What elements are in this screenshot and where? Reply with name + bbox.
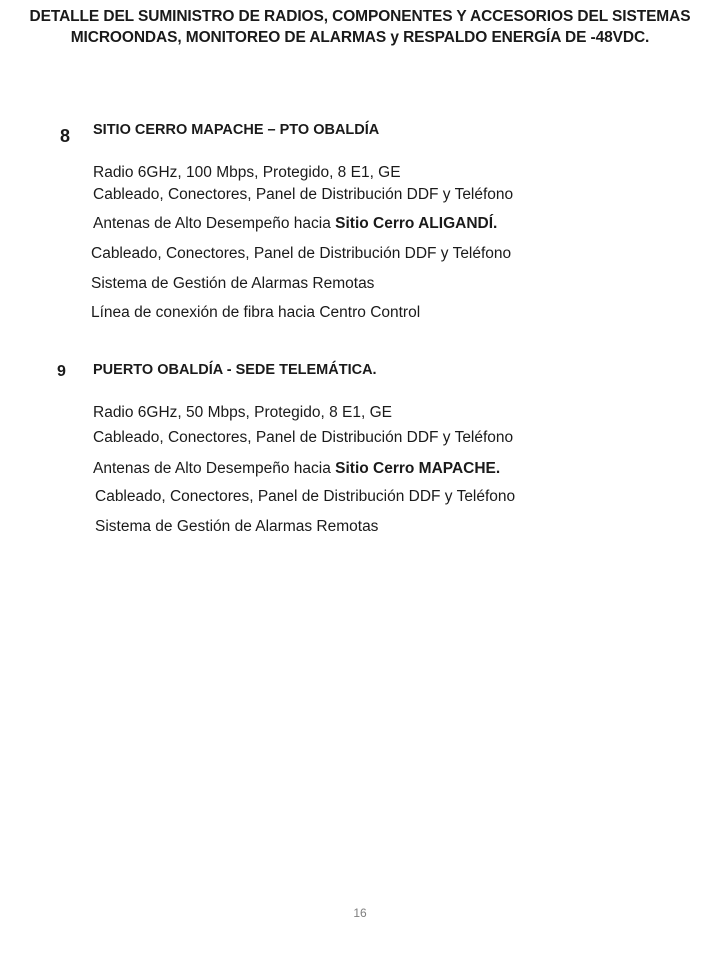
list-item bbox=[93, 163, 401, 183]
section-title: PUERTO OBALDÍA - SEDE TELEMÁTICA. bbox=[93, 362, 377, 378]
section-title: SITIO CERRO MAPACHE – PTO OBALDÍA bbox=[93, 122, 380, 138]
section-number: 9 bbox=[57, 363, 66, 380]
item-text: Cableado, Conectores, Panel de Distribución DDF y Teléfono bbox=[95, 488, 516, 505]
list-item bbox=[91, 274, 374, 294]
document-title bbox=[0, 6, 720, 48]
list-item bbox=[93, 403, 392, 423]
item-text: Sistema de Gestión de Alarmas Remotas bbox=[91, 275, 375, 292]
section-number: 8 bbox=[60, 126, 71, 146]
list-item bbox=[93, 185, 513, 205]
list-item bbox=[91, 303, 420, 323]
item-text: Línea de conexión de fibra hacia Centro Control bbox=[91, 304, 421, 321]
item-text: Cableado, Conectores, Panel de Distribución DDF y Teléfono bbox=[91, 245, 512, 262]
page-number: 16 bbox=[353, 906, 367, 920]
item-text: Sistema de Gestión de Alarmas Remotas bbox=[95, 518, 379, 535]
list-item bbox=[93, 459, 500, 479]
list-item bbox=[93, 428, 513, 448]
document-title-line-2: MICROONDAS, MONITOREO DE ALARMAS y RESPALDO ENERGÍA DE -48VDC. bbox=[70, 29, 650, 46]
list-item bbox=[91, 244, 511, 264]
item-text: Cableado, Conectores, Panel de Distribución DDF y Teléfono bbox=[93, 429, 514, 446]
item-text: Radio 6GHz, 50 Mbps, Protegido, 8 E1, GE bbox=[93, 404, 392, 421]
list-item bbox=[93, 214, 497, 234]
document-title-line-1: DETALLE DEL SUMINISTRO DE RADIOS, COMPONENTES Y ACCESORIOS DEL SISTEMAS bbox=[29, 8, 691, 25]
list-item bbox=[95, 487, 515, 507]
item-text: Antenas de Alto Desempeño hacia bbox=[93, 215, 336, 232]
item-emphasis: Sitio Cerro ALIGANDÍ. bbox=[335, 215, 498, 232]
item-emphasis: Sitio Cerro MAPACHE. bbox=[335, 460, 501, 477]
item-text: Radio 6GHz, 100 Mbps, Protegido, 8 E1, GE bbox=[93, 164, 401, 181]
list-item bbox=[95, 517, 378, 537]
item-text: Cableado, Conectores, Panel de Distribución DDF y Teléfono bbox=[93, 186, 514, 203]
item-text: Antenas de Alto Desempeño hacia bbox=[93, 460, 336, 477]
